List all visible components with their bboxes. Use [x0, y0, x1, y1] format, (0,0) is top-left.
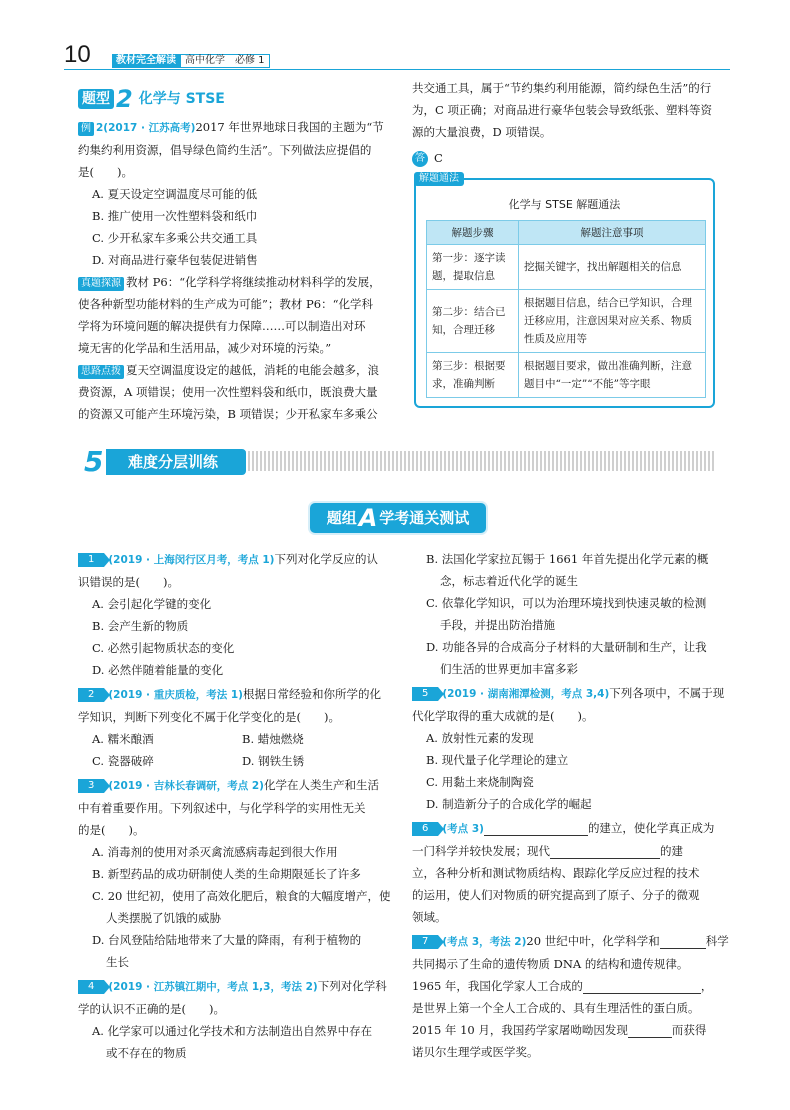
type-number: 2	[116, 85, 133, 113]
question-option: 或不存在的物质	[106, 1046, 187, 1060]
question-stem: 代化学取得的重大成就的是( )。	[412, 709, 594, 723]
probe-line: 学将为环境问题的解决提供有力保障……可以制造出对环	[78, 319, 366, 333]
question-stem: 科学	[705, 934, 729, 948]
question-option: B. 蜡烛燃烧	[242, 732, 304, 746]
step-cell: 第三步：根据要求，准确判断	[427, 353, 519, 398]
question-stem: 的建	[660, 844, 683, 858]
question-option: B. 现代量子化学理论的建立	[426, 753, 569, 767]
fill-blank[interactable]	[583, 980, 701, 994]
group-letter: A	[358, 504, 378, 532]
method-table	[426, 220, 706, 398]
question-option: C. 20 世纪初，使用了高效化肥后，粮食的大幅度增产，使	[92, 889, 391, 903]
question-option: 念，标志着近代化学的诞生	[440, 574, 578, 588]
answer-value: C	[434, 151, 443, 165]
probe-line: 教材 P6：“化学科学将继续推动材料科学的发展，	[126, 275, 381, 289]
question-option: C. 依靠化学知识，可以为治理环境找到快速灵敏的检测	[426, 596, 707, 610]
question-stem: 下列各项中，不属于现	[609, 686, 725, 700]
question-stem: 而获得	[671, 1023, 707, 1037]
example-stem-line: 是( )。	[78, 165, 133, 179]
question-number: 6	[412, 822, 438, 836]
example-label: 例	[78, 122, 94, 136]
question-type-heading	[78, 85, 225, 113]
question-source: (2019 · 重庆质检，考法 1)	[108, 689, 243, 701]
question-option: A. 化学家可以通过化学技术和方法制造出自然界中存在	[92, 1024, 373, 1038]
question-stem: 2015 年 10 月，我国药学家屠呦呦因发现	[412, 1023, 628, 1037]
question-source: (2019 · 吉林长春调研，考点 2)	[108, 780, 264, 792]
table-row	[427, 353, 706, 398]
question-number: 2	[78, 688, 104, 702]
answer-icon: 答	[412, 151, 428, 167]
header-rule	[64, 69, 730, 70]
question-stem: 1965 年，我国化学家人工合成的	[412, 979, 583, 993]
note-cell: 根据题目信息，结合已学知识，合理迁移应用，注意因果对应关系、物质性质及应用等	[519, 290, 706, 353]
probe-line: 使各种新型功能材料的生产成为可能”；教材 P6：“化学科	[78, 297, 373, 311]
method-tag: 解题通法	[414, 172, 464, 186]
method-title: 化学与 STSE 解题通法	[508, 198, 621, 211]
hint-continuation	[412, 77, 730, 169]
group-prefix: 题组	[326, 509, 357, 527]
question-stem: 领域。	[412, 910, 447, 924]
question-option: D. 钢铁生锈	[242, 754, 305, 768]
hint-label: 思路点拨	[78, 365, 124, 379]
question-option: A. 会引起化学键的变化	[92, 597, 212, 611]
question-source: (考点 3，考法 2)	[442, 936, 527, 948]
question-option: 手段，并提出防治措施	[440, 618, 555, 632]
question-option: C. 瓷器破碎	[92, 754, 154, 768]
note-cell: 根据题目要求，做出准确判断，注意题目中“一定”“不能”等字眼	[519, 353, 706, 398]
question-stem: 的建立，使化学真正成为	[587, 821, 715, 835]
question-stem: 一门科学并较快发展；现代	[412, 844, 550, 858]
example-option: C. 少开私家车多乘公共交通工具	[92, 231, 258, 245]
questions-left	[78, 548, 396, 1064]
table-header: 解题步骤	[427, 221, 519, 245]
table-row	[427, 290, 706, 353]
probe-line: 境无害的化学品和生活用品，减少对环境的污染。”	[78, 341, 332, 355]
question-number: 3	[78, 779, 104, 793]
questions-right	[412, 548, 730, 1063]
hint-line: 的资源又可能产生环境污染，B 项错误；少开私家车多乘公	[78, 407, 378, 421]
question-option: A. 糯米酿酒	[92, 732, 154, 746]
question-option: D. 功能各异的合成高分子材料的大量研制和生产，让我	[426, 640, 707, 654]
question-stem: 学的认识不正确的是( )。	[78, 1002, 225, 1016]
section-banner	[84, 445, 716, 479]
question-option: D. 台风登陆给陆地带来了大量的降雨，有利于植物的	[92, 933, 362, 947]
question-option: A. 放射性元素的发现	[426, 731, 534, 745]
question-source: (2019 · 湖南湘潭检测，考点 3,4)	[442, 688, 610, 700]
fill-blank[interactable]	[628, 1024, 672, 1038]
question-option: B. 会产生新的物质	[92, 619, 189, 633]
question-stem: ，	[700, 979, 713, 993]
fill-blank[interactable]	[550, 845, 660, 859]
question-number: 7	[412, 935, 438, 949]
question-stem: 20 世纪中叶，化学科学和	[526, 934, 660, 948]
question-option: 生长	[106, 955, 129, 969]
question-number: 5	[412, 687, 438, 701]
question-option: D. 制造新分子的合成化学的崛起	[426, 797, 592, 811]
section-title: 难度分层训练	[106, 449, 246, 475]
table-row	[427, 245, 706, 290]
question-source: (2019 · 上海闵行区月考，考点 1)	[108, 554, 275, 566]
question-source: (考点 3)	[442, 823, 484, 835]
question-option: B. 新型药品的成功研制使人类的生命期限延长了许多	[92, 867, 361, 881]
fill-blank[interactable]	[660, 935, 706, 949]
question-stem: 中有着重要作用。下列叙述中，与化学科学的实用性无关	[78, 801, 366, 815]
example-block	[78, 116, 393, 425]
question-stem: 的是( )。	[78, 823, 145, 837]
question-stem: 下列对化学反应的认	[274, 552, 378, 566]
example-option: D. 对商品进行豪华包装促进销售	[92, 253, 258, 267]
hint-line: 源的大量浪费，D 项错误。	[412, 125, 552, 139]
question-number: 4	[78, 980, 104, 994]
type-title: 化学与 STSE	[138, 91, 225, 107]
section-number: 5	[84, 445, 104, 478]
question-stem: 学知识，判断下列变化不属于化学变化的是( )。	[78, 710, 340, 724]
hint-line: 共交通工具，属于“节约集约利用能源，简约绿色生活”的行	[412, 81, 712, 95]
banner-stripe	[244, 451, 716, 471]
table-header: 解题注意事项	[519, 221, 706, 245]
question-stem: 是世界上第一个全人工合成的、具有生理活性的蛋白质。	[412, 1001, 700, 1015]
question-stem: 化学在人类生产和生活	[263, 778, 379, 792]
fill-blank[interactable]	[484, 822, 588, 836]
question-option: A. 消毒剂的使用对杀灭禽流感病毒起到很大作用	[92, 845, 338, 859]
question-stem: 共同揭示了生命的遗传物质 DNA 的结构和遗传规律。	[412, 957, 689, 971]
question-number: 1	[78, 553, 104, 567]
group-title: 学考通关测试	[379, 509, 470, 527]
page-number: 10	[64, 41, 91, 68]
example-stem-line: 2017 年世界地球日我国的主题为“节	[195, 120, 384, 134]
header-badges	[112, 54, 270, 68]
question-option: 们生活的世界更加丰富多彩	[440, 662, 578, 676]
question-stem: 下列对化学科	[317, 979, 387, 993]
question-option: D. 必然伴随着能量的变化	[92, 663, 224, 677]
probe-label: 真题探源	[78, 277, 124, 291]
example-stem-line: 约集约利用资源，倡导绿色简约生活”。下列做法应提倡的	[78, 143, 372, 157]
hint-line: 夏天空调温度设定的越低，消耗的电能会越多，浪	[126, 363, 379, 377]
method-box	[414, 173, 715, 408]
question-source: (2019 · 江苏镇江期中，考点 1,3，考法 2)	[108, 981, 318, 993]
note-cell: 挖掘关键字，找出解题相关的信息	[519, 245, 706, 290]
hint-line: 为，C 项正确；对商品进行豪华包装会导致纸张、塑料等资	[412, 103, 712, 117]
example-option: B. 推广使用一次性塑料袋和纸巾	[92, 209, 258, 223]
question-stem: 识错误的是( )。	[78, 575, 179, 589]
group-heading	[310, 503, 486, 533]
example-source: 2(2017 · 江苏高考)	[96, 122, 196, 134]
question-option: 人类摆脱了饥饿的威胁	[106, 911, 221, 925]
hint-line: 费资源，A 项错误；使用一次性塑料袋和纸巾，既浪费大量	[78, 385, 378, 399]
question-option: C. 用黏土来烧制陶瓷	[426, 775, 534, 789]
subject-badge: 高中化学 必修 1	[180, 54, 270, 68]
example-option: A. 夏天设定空调温度尽可能的低	[92, 187, 258, 201]
question-option: C. 必然引起物质状态的变化	[92, 641, 235, 655]
type-prefix: 题型	[78, 89, 114, 109]
question-stem: 立，各种分析和测试物质结构、跟踪化学反应过程的技术	[412, 866, 700, 880]
step-cell: 第一步：逐字读题，提取信息	[427, 245, 519, 290]
question-stem: 诺贝尔生理学或医学奖。	[412, 1045, 539, 1059]
step-cell: 第二步：结合已知，合理迁移	[427, 290, 519, 353]
question-stem: 的运用，使人们对物质的研究提高到了原子、分子的微观	[412, 888, 700, 902]
question-option: B. 法国化学家拉瓦锡于 1661 年首先提出化学元素的概	[426, 552, 709, 566]
question-stem: 根据日常经验和你所学的化	[242, 687, 381, 701]
book-title-badge: 教材完全解读	[112, 54, 180, 68]
